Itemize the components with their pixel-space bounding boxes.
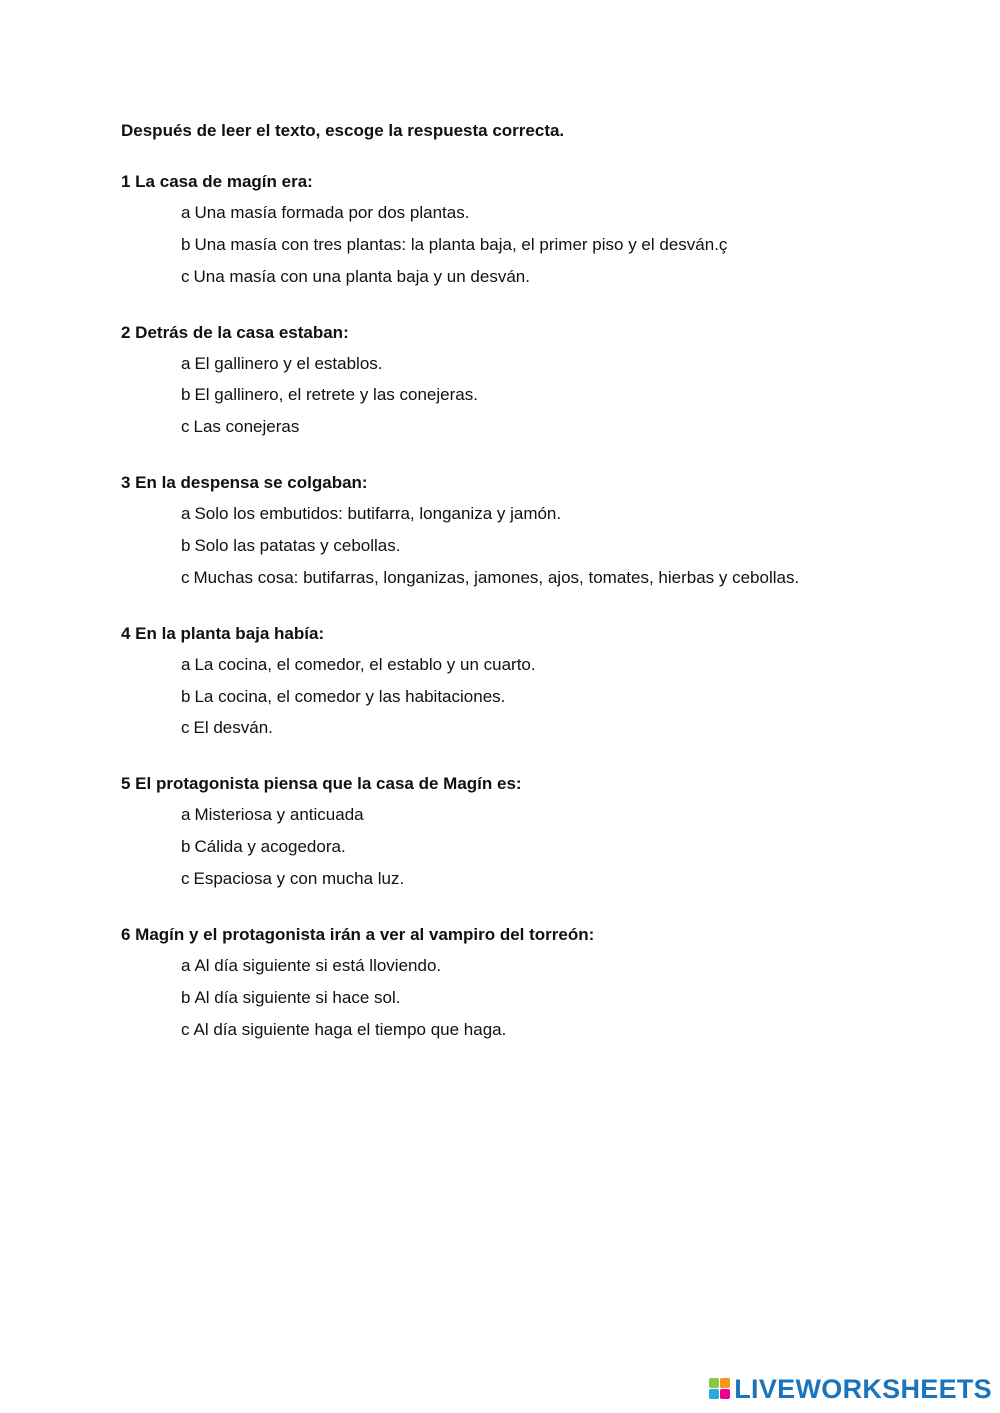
question-title: 6 Magín y el protagonista irán a ver al vampiro del torreón: <box>121 924 595 944</box>
option-text: Solo los embutidos: butifarra, longaniza y jamón. <box>194 504 562 524</box>
answer-option-c[interactable] <box>181 566 961 590</box>
option-letter: a <box>181 805 191 825</box>
option-text: El gallinero y el establos. <box>194 353 383 373</box>
option-text: Una masía formada por dos plantas. <box>194 203 470 222</box>
question-1 <box>121 170 961 289</box>
liveworksheets-logo-icon <box>709 1378 731 1400</box>
option-letter: a <box>181 654 191 674</box>
option-text: Espaciosa y con mucha luz. <box>193 868 405 888</box>
logo-square-orange <box>720 1378 730 1388</box>
logo-text: LIVEWORKSHEETS <box>734 1373 992 1404</box>
option-text: La cocina, el comedor y las habitaciones. <box>194 686 506 706</box>
answer-option-c[interactable] <box>181 1018 961 1042</box>
instruction-text: Después de leer el texto, escoge la respuesta correcta. <box>121 121 565 140</box>
answer-option-b[interactable] <box>181 685 961 709</box>
answer-option-c[interactable] <box>181 716 961 740</box>
option-letter: b <box>181 385 191 405</box>
option-text: Al día siguiente haga el tiempo que haga. <box>193 1019 507 1039</box>
answer-option-c[interactable] <box>181 867 961 891</box>
liveworksheets-logo <box>709 1373 992 1405</box>
question-title: 3 En la despensa se colgaban: <box>121 473 368 493</box>
answer-options <box>121 653 961 741</box>
answer-options <box>121 803 961 891</box>
logo-square-green <box>709 1378 719 1388</box>
option-letter: b <box>181 234 191 254</box>
question-2 <box>121 321 961 440</box>
option-letter: b <box>181 987 191 1007</box>
answer-options <box>121 352 961 440</box>
answer-option-a[interactable] <box>181 502 961 526</box>
question-6 <box>121 923 961 1042</box>
option-letter: c <box>181 718 190 738</box>
option-text: La cocina, el comedor, el establo y un cuarto. <box>194 654 536 674</box>
answer-option-c[interactable] <box>181 265 961 289</box>
option-letter: b <box>181 535 191 555</box>
question-list <box>121 170 961 1042</box>
answer-option-b[interactable] <box>181 986 961 1010</box>
option-text: Solo las patatas y cebollas. <box>194 535 401 555</box>
option-letter: a <box>181 955 191 975</box>
answer-option-a[interactable] <box>181 201 961 225</box>
question-title: 1 La casa de magín era: <box>121 172 313 191</box>
answer-option-a[interactable] <box>181 954 961 978</box>
answer-options <box>121 502 961 590</box>
option-letter: a <box>181 203 191 222</box>
question-3 <box>121 471 961 590</box>
answer-option-b[interactable] <box>181 835 961 859</box>
answer-option-b[interactable] <box>181 383 961 407</box>
option-text: Al día siguiente si está lloviendo. <box>194 955 442 975</box>
question-4 <box>121 622 961 741</box>
answer-options <box>121 954 961 1042</box>
logo-square-pink <box>720 1389 730 1399</box>
option-letter: c <box>181 868 190 888</box>
question-title: 2 Detrás de la casa estaban: <box>121 322 349 342</box>
question-5 <box>121 772 961 891</box>
option-letter: c <box>181 266 190 286</box>
answer-option-a[interactable] <box>181 653 961 677</box>
option-text: El gallinero, el retrete y las conejeras. <box>194 385 478 405</box>
logo-square-blue <box>709 1389 719 1399</box>
option-text: Una masía con una planta baja y un desván. <box>193 266 530 286</box>
question-title: 5 El protagonista piensa que la casa de Magín es: <box>121 774 522 794</box>
option-text: Las conejeras <box>193 417 300 437</box>
option-text: Muchas cosa: butifarras, longanizas, jamones, ajos, tomates, hierbas y cebollas. <box>193 567 800 587</box>
option-letter: a <box>181 504 191 524</box>
question-title: 4 En la planta baja había: <box>121 623 325 643</box>
option-text: Una masía con tres plantas: la planta baja, el primer piso y el desván.ç <box>194 234 728 254</box>
answer-option-a[interactable] <box>181 352 961 376</box>
option-text: Misteriosa y anticuada <box>194 805 364 825</box>
answer-option-c[interactable] <box>181 415 961 439</box>
answer-options <box>121 201 961 289</box>
option-letter: c <box>181 417 190 437</box>
answer-option-b[interactable] <box>181 534 961 558</box>
option-letter: c <box>181 1019 190 1039</box>
option-letter: b <box>181 837 191 857</box>
answer-option-b[interactable] <box>181 233 961 257</box>
option-text: El desván. <box>193 718 273 738</box>
option-letter: b <box>181 686 191 706</box>
option-text: Al día siguiente si hace sol. <box>194 987 401 1007</box>
option-text: Cálida y acogedora. <box>194 837 346 857</box>
answer-option-a[interactable] <box>181 803 961 827</box>
worksheet <box>121 119 961 1074</box>
option-letter: a <box>181 353 191 373</box>
option-letter: c <box>181 567 190 587</box>
